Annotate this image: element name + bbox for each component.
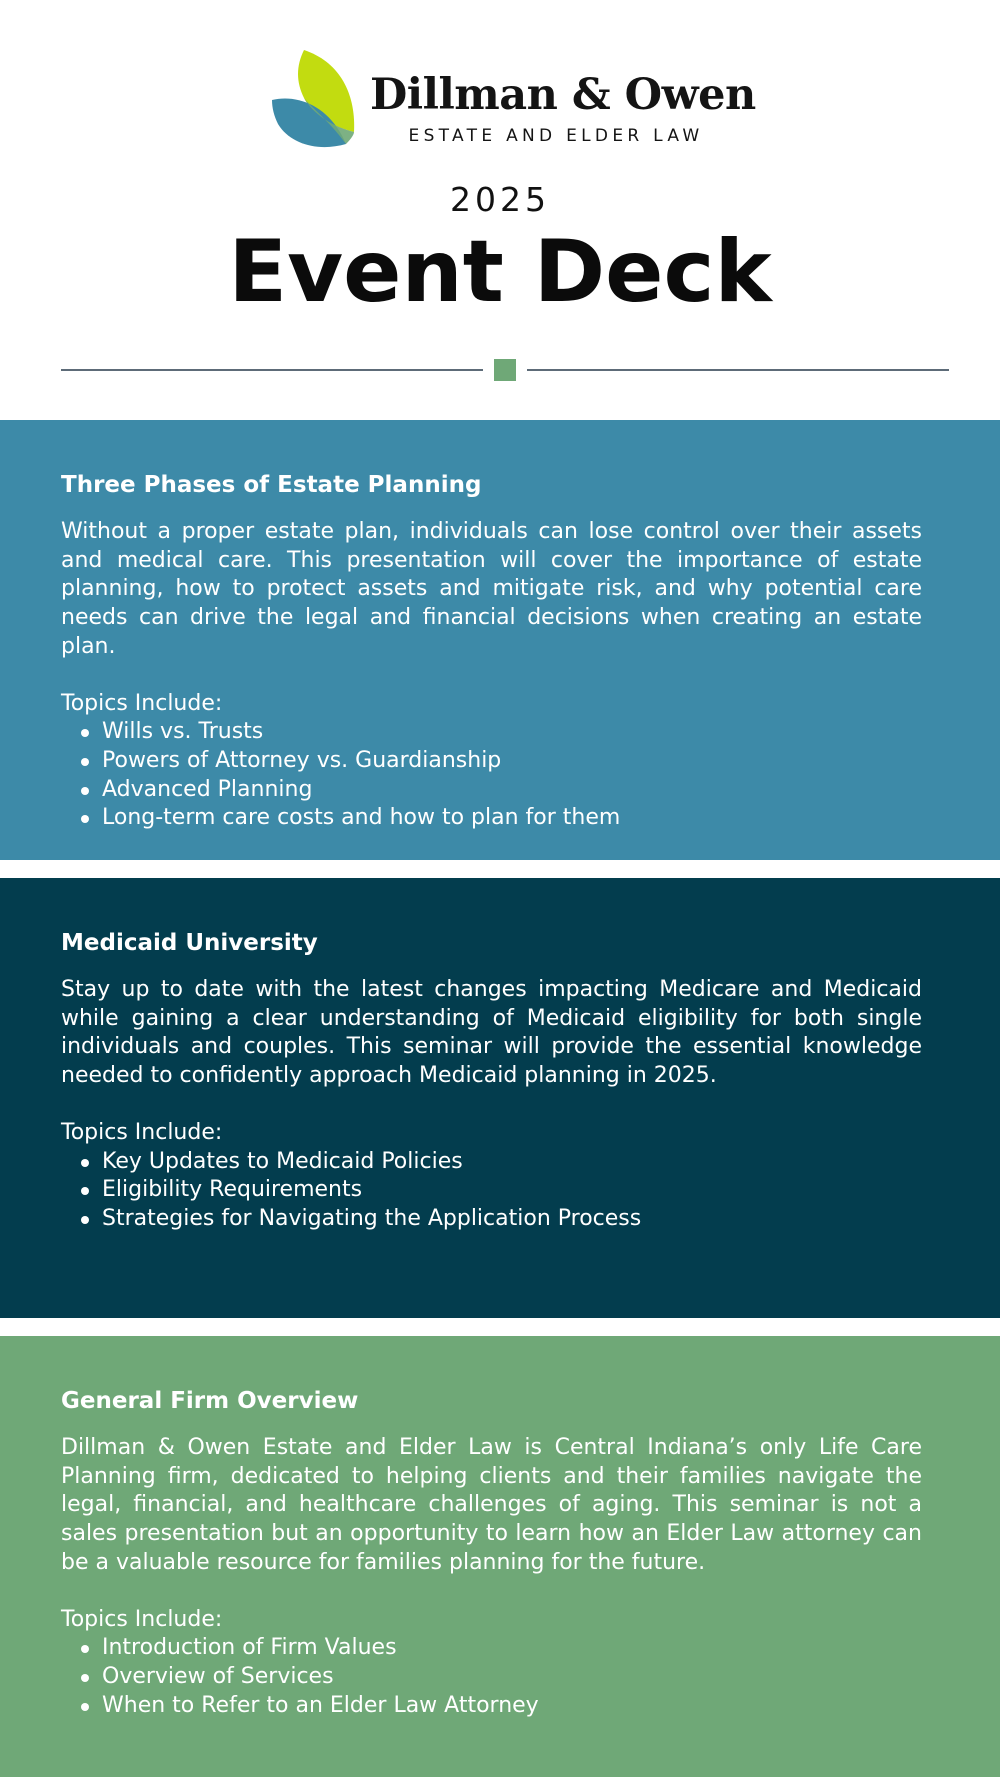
topic-item [80,718,922,747]
leaf-logo-icon [270,48,370,152]
bullet-icon [81,1674,89,1682]
topic-item [80,1634,922,1663]
topic-item [80,747,922,776]
topic-text: Introduction of Firm Values [102,1635,397,1661]
bullet-icon [81,729,89,737]
topics-list [80,1634,922,1720]
topic-item [80,776,922,805]
year-label: 2025 [450,180,550,219]
section-firm-overview [0,1336,1000,1777]
section-description: Stay up to date with the latest changes impacting Medicare and Medicaid while gaining a clear understanding of Medicaid eligibility for both single individuals and couples. This seminar will provide the essential knowledge needed to confidently approach Medicaid planning in 2025. [61,977,922,1089]
topic-item [80,1148,922,1177]
topic-text: Overview of Services [102,1663,334,1689]
topic-item [80,1176,922,1205]
topic-text: Powers of Attorney vs. Guardianship [102,747,502,773]
bullet-icon [81,1703,89,1711]
bullet-icon [81,1187,89,1195]
bullet-icon [81,758,89,766]
topics-list [80,718,922,833]
firm-logo [270,48,756,152]
divider-square-icon [494,359,516,381]
topic-text: Wills vs. Trusts [102,719,264,745]
section-estate-planning [0,420,1000,860]
topics-label: Topics Include: [61,1119,223,1145]
section-medicaid-university [0,878,1000,1318]
topic-text: Strategies for Navigating the Application Process [102,1205,642,1231]
section-heading: Medicaid University [61,930,318,956]
logo-firm-name: Dillman & Owen [370,70,756,120]
bullet-icon [81,815,89,823]
bullet-icon [81,787,89,795]
header [0,0,1000,420]
divider-right [527,369,949,371]
topics-list [80,1148,922,1234]
section-description: Dillman & Owen Estate and Elder Law is Central Indiana’s only Life Care Planning firm, dedicated to helping clients and their families navigate the legal, financial, and healthcare challenges of aging. This seminar is not a sales presentation but an opportunity to learn how an Elder Law attorney can be a valuable resource for families planning for the future. [61,1435,922,1575]
topic-item [80,1663,922,1692]
topic-item [80,804,922,833]
topic-text: Long-term care costs and how to plan for them [102,805,621,831]
logo-tagline: ESTATE AND ELDER LAW [408,126,704,146]
divider-left [61,369,483,371]
section-description: Without a proper estate plan, individuals can lose control over their assets and medical care. This presentation will cover the importance of estate planning, how to protect assets and mitigate risk, and why potential care needs can drive the legal and financial decisions when creating an estate plan. [61,519,922,659]
topic-item [80,1205,922,1234]
topic-text: Eligibility Requirements [102,1177,363,1203]
topics-label: Topics Include: [61,690,223,716]
topic-text: Key Updates to Medicaid Policies [102,1148,463,1174]
section-heading: Three Phases of Estate Planning [61,472,482,498]
bullet-icon [81,1159,89,1167]
page-title: Event Deck [228,222,772,322]
topic-text: Advanced Planning [102,776,313,802]
section-heading: General Firm Overview [61,1388,359,1414]
topic-text: When to Refer to an Elder Law Attorney [102,1692,539,1718]
bullet-icon [81,1216,89,1224]
topics-label: Topics Include: [61,1606,223,1632]
topic-item [80,1692,922,1721]
bullet-icon [81,1645,89,1653]
